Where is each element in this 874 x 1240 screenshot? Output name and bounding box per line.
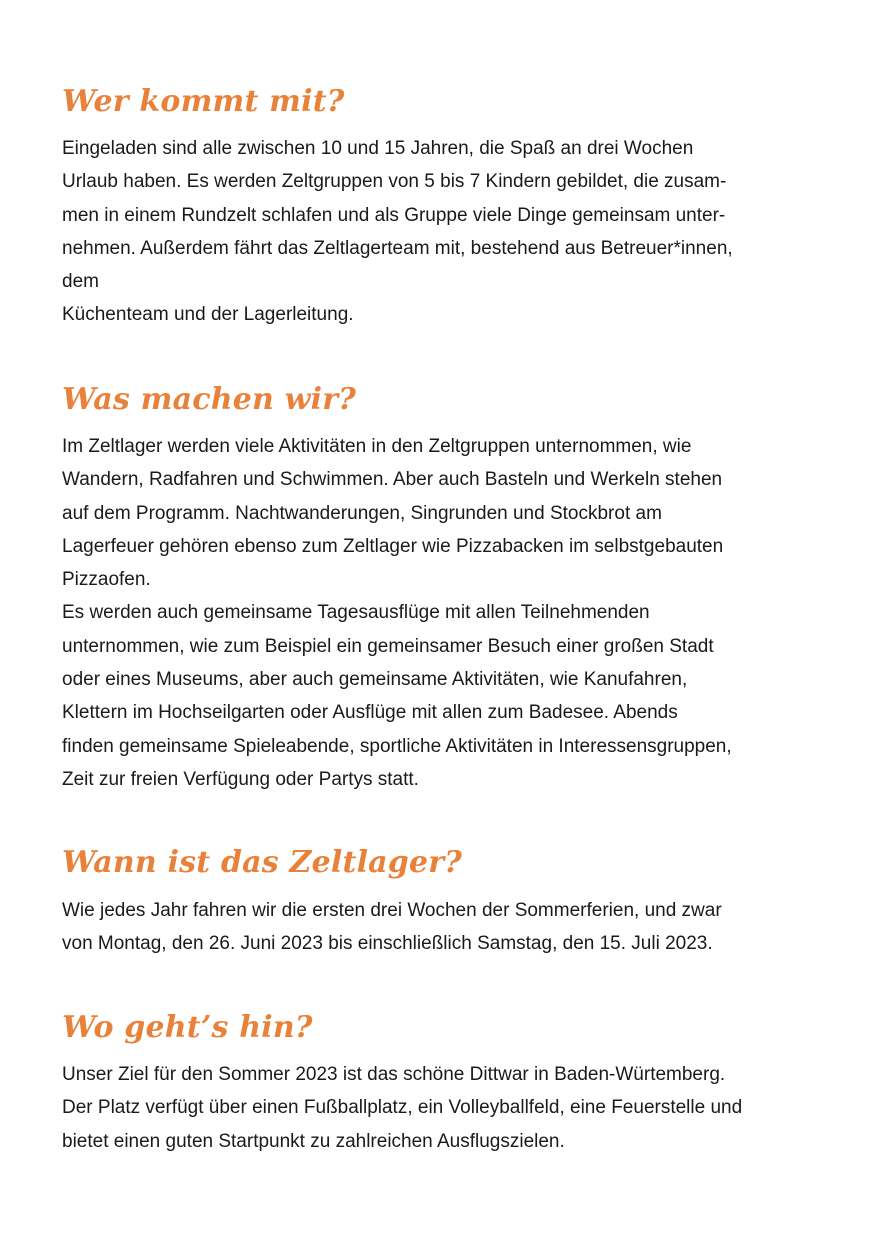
- section-body-was-machen-wir: [62, 430, 732, 796]
- section-body-wer-kommt-mit: [62, 132, 733, 332]
- paragraph-line: Wie jedes Jahr fahren wir die ersten drei Wochen der Sommerferien, und zwar: [62, 900, 722, 921]
- paragraph-line: Es werden auch gemeinsame Tagesausflüge mit allen Teilnehmenden: [62, 602, 650, 624]
- section-heading-wann-ist-das-zeltlager: Wann ist das Zeltlager?: [62, 845, 463, 880]
- section-heading-wer-kommt-mit: Wer kommt mit?: [62, 84, 345, 119]
- paragraph-line: dem: [62, 271, 99, 293]
- paragraph-line: Küchenteam und der Lagerleitung.: [62, 304, 354, 326]
- paragraph-line: Klettern im Hochseilgarten oder Ausflüge mit allen zum Badesee. Abends: [62, 702, 678, 724]
- section-heading-wo-gehts-hin: Wo geht’s hin?: [62, 1010, 313, 1045]
- paragraph-line: bietet einen guten Startpunkt zu zahlreichen Ausflugszielen.: [62, 1130, 565, 1152]
- section-body-wo-gehts-hin: [62, 1058, 742, 1158]
- paragraph-line: auf dem Programm. Nachtwanderungen, Singrunden und Stockbrot am: [62, 502, 662, 524]
- paragraph-line: Zeit zur freien Verfügung oder Partys statt.: [62, 768, 419, 790]
- paragraph-line: oder eines Museums, aber auch gemeinsame Aktivitäten, wie Kanufahren,: [62, 669, 688, 691]
- paragraph-line: Unser Ziel für den Sommer 2023 ist das schöne Dittwar in Baden-Würtemberg.: [62, 1064, 726, 1085]
- section-body-wann-ist-das-zeltlager: [62, 894, 722, 961]
- section-heading-was-machen-wir: Was machen wir?: [62, 382, 357, 417]
- paragraph-line: Urlaub haben. Es werden Zeltgruppen von 5 bis 7 Kindern gebildet, die zusam-: [62, 171, 727, 193]
- paragraph-line: Pizzaofen.: [62, 569, 151, 591]
- paragraph-line: finden gemeinsame Spieleabende, sportliche Aktivitäten in Interessensgruppen,: [62, 735, 732, 757]
- paragraph-line: Lagerfeuer gehören ebenso zum Zeltlager wie Pizzabacken im selbstgebauten: [62, 535, 724, 557]
- paragraph-line: nehmen. Außerdem fährt das Zeltlagerteam mit, bestehend aus Betreuer*innen,: [62, 237, 733, 259]
- paragraph-line: Im Zeltlager werden viele Aktivitäten in den Zeltgruppen unternommen, wie: [62, 436, 692, 457]
- paragraph-line: Eingeladen sind alle zwischen 10 und 15 Jahren, die Spaß an drei Wochen: [62, 138, 694, 159]
- paragraph-line: Der Platz verfügt über einen Fußballplatz, ein Volleyballfeld, eine Feuerstelle und: [62, 1097, 743, 1119]
- paragraph-line: men in einem Rundzelt schlafen und als Gruppe viele Dinge gemeinsam unter-: [62, 204, 726, 226]
- paragraph-line: Wandern, Radfahren und Schwimmen. Aber auch Basteln und Werkeln stehen: [62, 469, 723, 491]
- paragraph-line: unternommen, wie zum Beispiel ein gemeinsamer Besuch einer großen Stadt: [62, 635, 714, 657]
- paragraph-line: von Montag, den 26. Juni 2023 bis einschließlich Samstag, den 15. Juli 2023.: [62, 933, 713, 955]
